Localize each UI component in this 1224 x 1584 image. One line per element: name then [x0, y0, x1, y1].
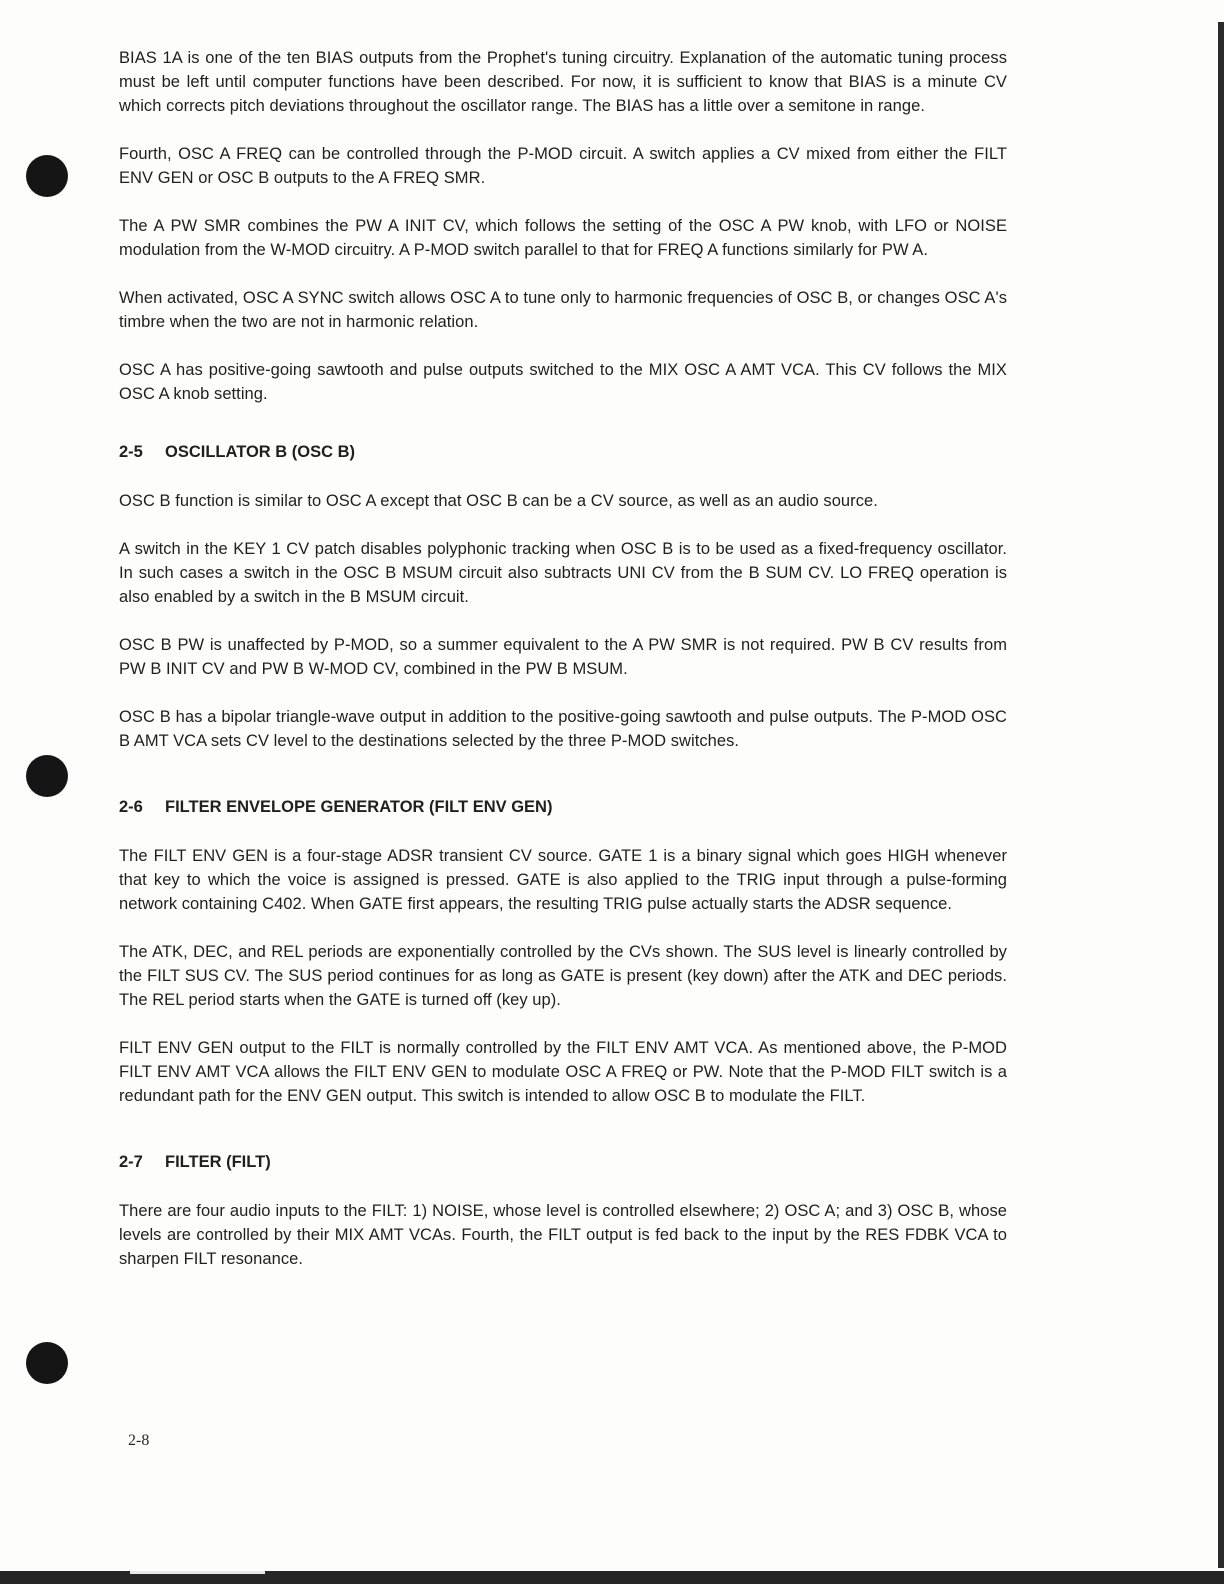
- section-number: 2-7: [119, 1153, 143, 1171]
- paragraph: Fourth, OSC A FREQ can be controlled through the P-MOD circuit. A switch applies a CV mixed from either the FILT ENV GEN or OSC B outputs to the A FREQ SMR.: [119, 145, 1007, 187]
- binder-hole-icon: [26, 755, 68, 797]
- section-heading-2-6: [119, 795, 1007, 819]
- paragraph: FILT ENV GEN output to the FILT is normally controlled by the FILT ENV AMT VCA. As mentioned above, the P-MOD FILT ENV AMT VCA allows the FILT ENV GEN to modulate OSC A FREQ or PW. Note that the P-MOD FILT switch is a redundant path for the ENV GEN output. This switch is intended to allow OSC B to modulate the FILT.: [119, 1039, 1007, 1105]
- scan-edge-mark: [130, 1571, 265, 1574]
- section-heading-2-5: [119, 440, 1007, 464]
- paragraph: The A PW SMR combines the PW A INIT CV, which follows the setting of the OSC A PW knob, with LFO or NOISE modulation from the W-MOD circuitry. A P-MOD switch parallel to that for FREQ A functions similarly for PW A.: [119, 217, 1007, 259]
- paragraph: The FILT ENV GEN is a four-stage ADSR transient CV source. GATE 1 is a binary signal which goes HIGH whenever that key to which the voice is assigned is pressed. GATE is also applied to the TRIG input through a pulse-forming network containing C402. When GATE first appears, the resulting TRIG pulse actually starts the ADSR sequence.: [119, 847, 1007, 913]
- section-title: FILTER (FILT): [165, 1153, 271, 1171]
- paragraph: OSC B has a bipolar triangle-wave output in addition to the positive-going sawtooth and pulse outputs. The P-MOD OSC B AMT VCA sets CV level to the destinations selected by the three P-MOD switches.: [119, 708, 1007, 750]
- binder-hole-icon: [26, 1342, 68, 1384]
- section-number: 2-6: [119, 798, 143, 816]
- section-title: FILTER ENVELOPE GENERATOR (FILT ENV GEN): [165, 798, 553, 816]
- binder-hole-icon: [26, 155, 68, 197]
- paragraph: When activated, OSC A SYNC switch allows OSC A to tune only to harmonic frequencies of OSC B, or changes OSC A's timbre when the two are not in harmonic relation.: [119, 289, 1007, 331]
- section-number: 2-5: [119, 443, 143, 461]
- section-title: OSCILLATOR B (OSC B): [165, 443, 356, 461]
- scan-edge-right: [1218, 22, 1224, 1568]
- section-heading-2-7: [119, 1150, 1007, 1174]
- paragraph: OSC B PW is unaffected by P-MOD, so a summer equivalent to the A PW SMR is not required. PW B CV results from PW B INIT CV and PW B W-MOD CV, combined in the PW B MSUM.: [119, 636, 1007, 678]
- paragraph: OSC A has positive-going sawtooth and pulse outputs switched to the MIX OSC A AMT VCA. This CV follows the MIX OSC A knob setting.: [119, 361, 1007, 403]
- paragraph: BIAS 1A is one of the ten BIAS outputs from the Prophet's tuning circuitry. Explanation of the automatic tuning process must be left until computer functions have been described. For now, it is sufficient to know that BIAS is a minute CV which corrects pitch deviations throughout the oscillator range. The BIAS has a little over a semitone in range.: [119, 49, 1007, 115]
- paragraph: The ATK, DEC, and REL periods are exponentially controlled by the CVs shown. The SUS level is linearly controlled by the FILT SUS CV. The SUS period continues for as long as GATE is present (key down) after the ATK and DEC periods. The REL period starts when the GATE is turned off (key up).: [119, 943, 1007, 1009]
- page-number: 2-8: [128, 1432, 150, 1449]
- paragraph: A switch in the KEY 1 CV patch disables polyphonic tracking when OSC B is to be used as a fixed-frequency oscillator. In such cases a switch in the OSC B MSUM circuit also subtracts UNI CV from the B SUM CV. LO FREQ operation is also enabled by a switch in the B MSUM circuit.: [119, 540, 1007, 606]
- page-body: [119, 46, 1007, 1295]
- paragraph: There are four audio inputs to the FILT: 1) NOISE, whose level is controlled elsewhere; 2) OSC A; and 3) OSC B, whose levels are controlled by their MIX AMT VCAs. Fourth, the FILT output is fed back to the input by the RES FDBK VCA to sharpen FILT resonance.: [119, 1202, 1007, 1268]
- paragraph: OSC B function is similar to OSC A except that OSC B can be a CV source, as well as an audio source.: [119, 492, 878, 510]
